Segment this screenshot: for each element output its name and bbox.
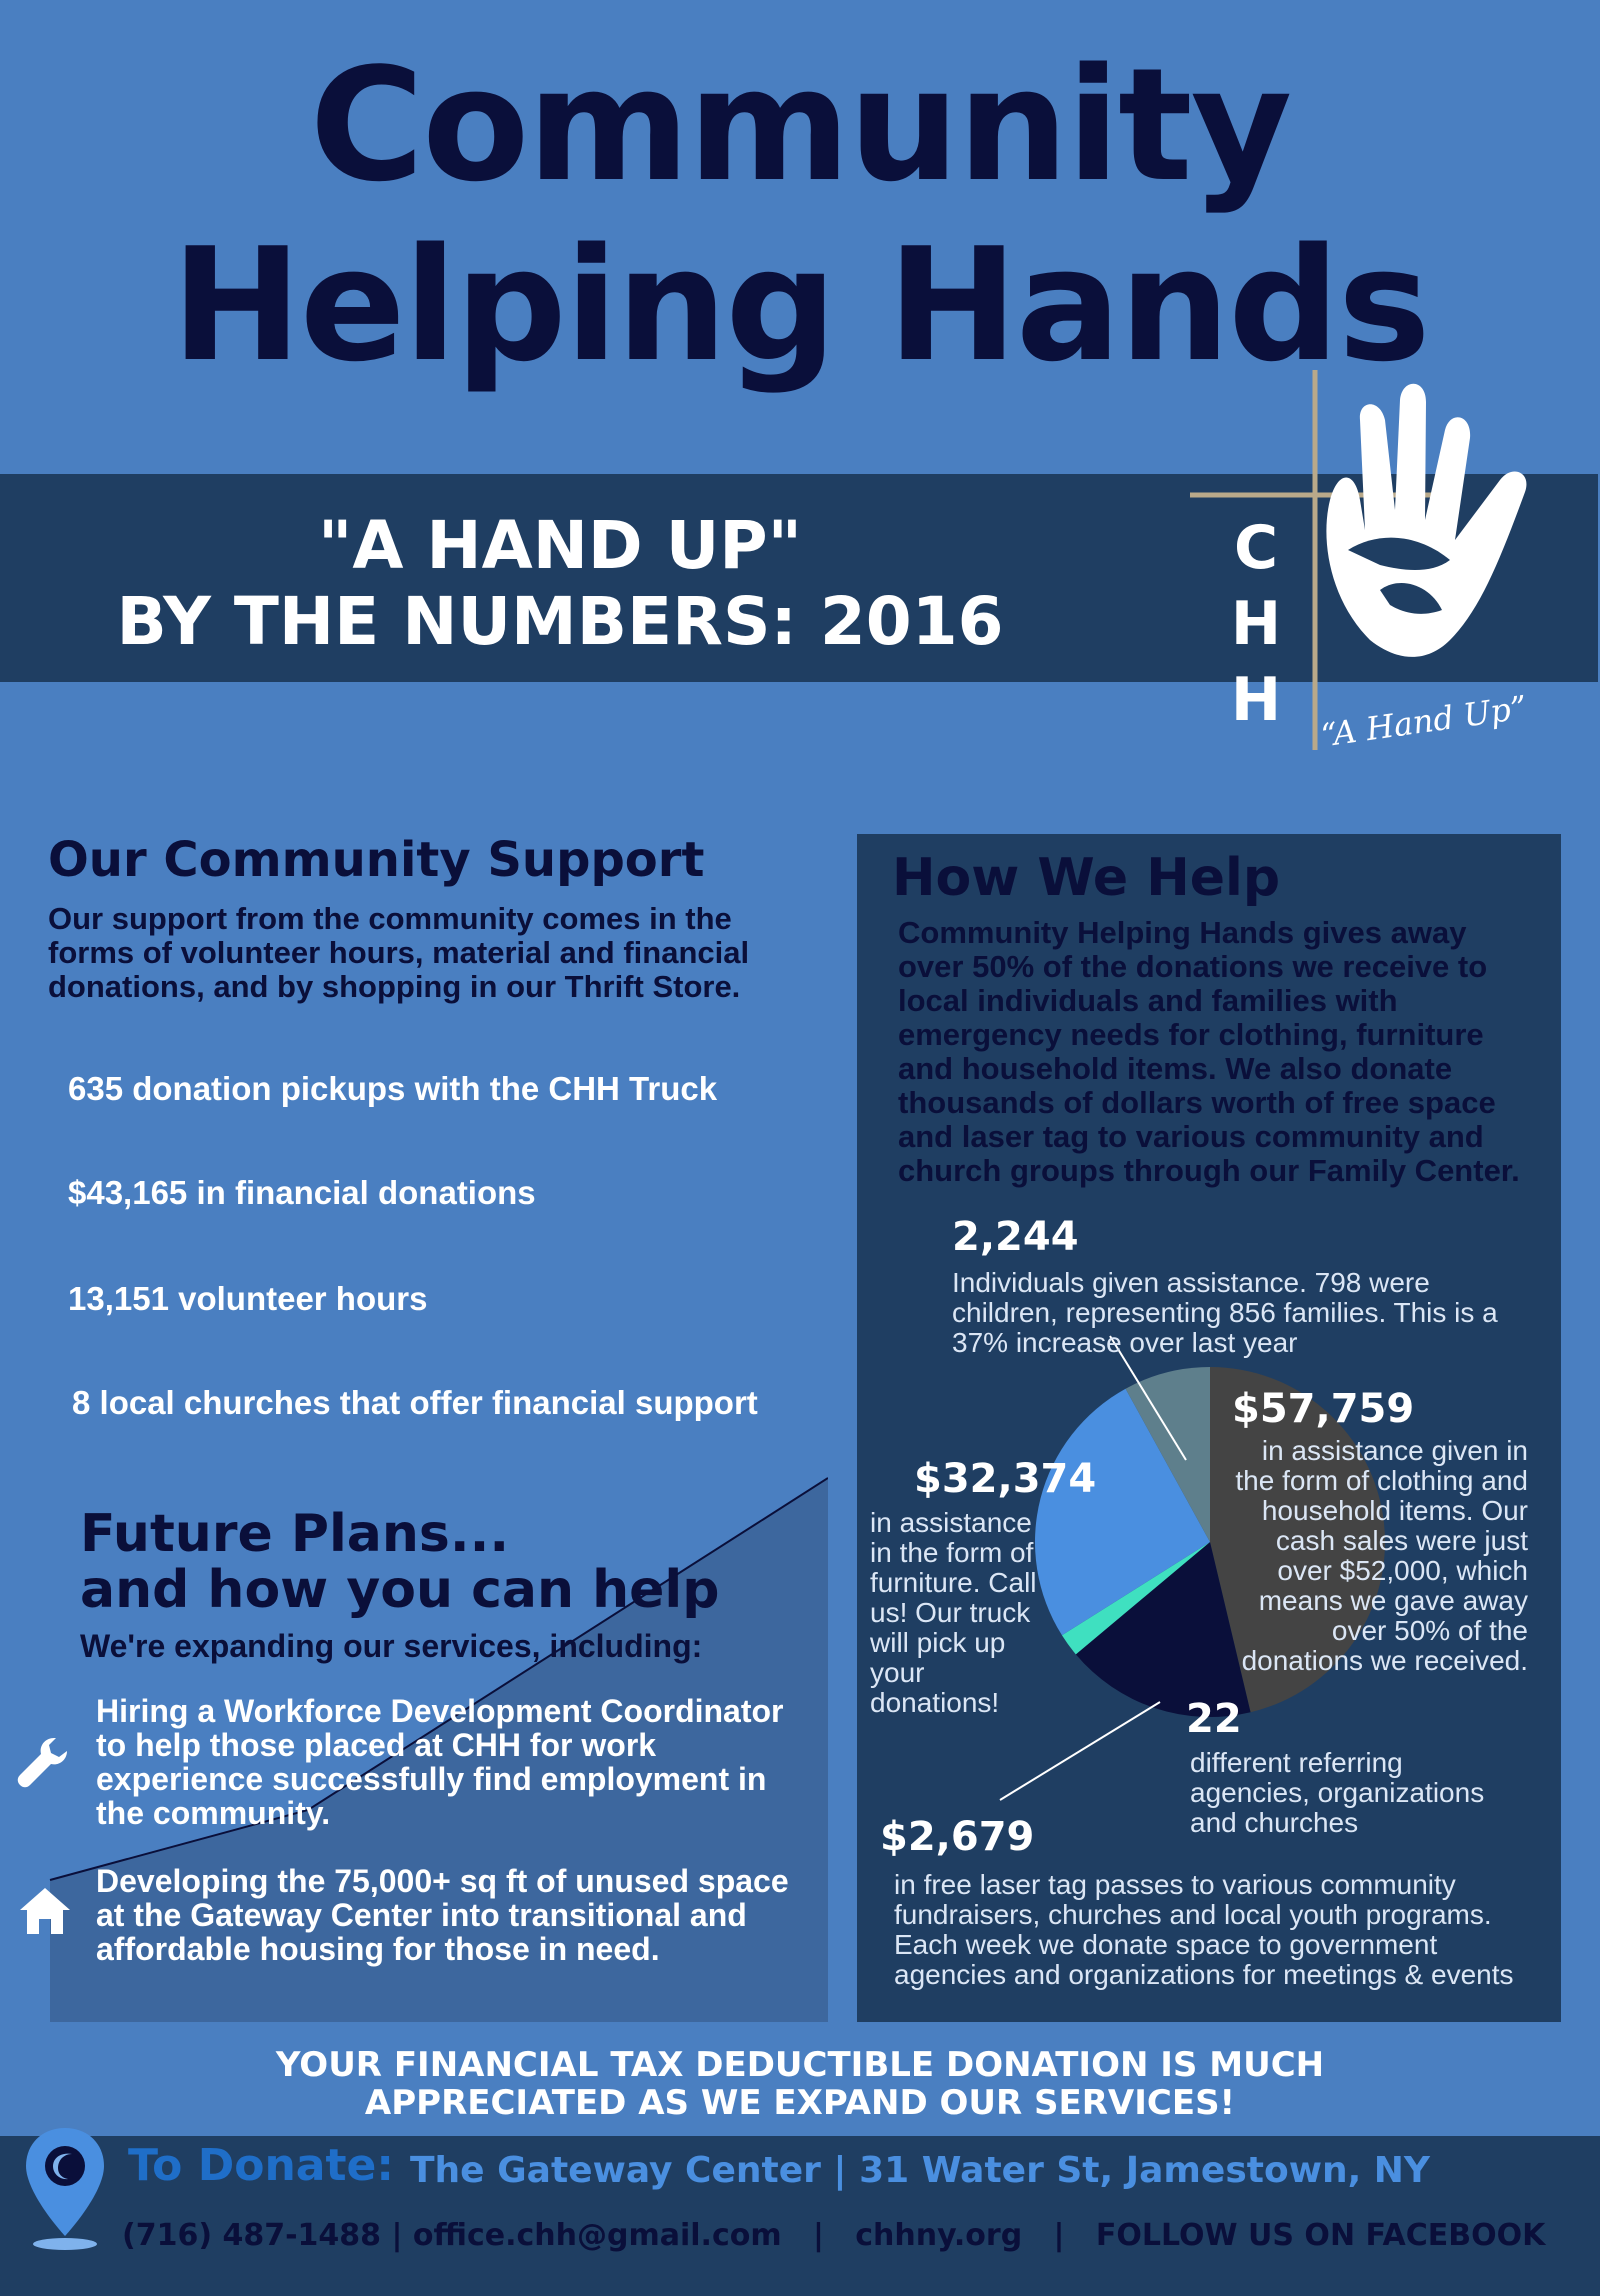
- banner-title: [60, 508, 1060, 660]
- contact-separator: |: [1032, 2218, 1086, 2253]
- donate-address: The Gateway Center | 31 Water St, Jamestown, NY: [410, 2150, 1430, 2191]
- future-plans-heading: [80, 1506, 719, 1618]
- stat-lasertag-text: in free laser tag passes to various community fundraisers, churches and local youth programs. Each week we donate space to government agencies and organizations for meetings & events: [894, 1869, 1514, 1990]
- stat-furniture-text: in assistance in the form of furniture. Call us! Our truck will pick up your donations!: [870, 1507, 1037, 1718]
- contact-facebook[interactable]: FOLLOW US ON FACEBOOK: [1095, 2218, 1546, 2253]
- donate-label: To Donate:: [128, 2140, 394, 2191]
- contact-website[interactable]: chhny.org: [855, 2218, 1023, 2253]
- donation-cta: [0, 2046, 1600, 2122]
- stat-clothing-number: $57,759: [1232, 1386, 1415, 1432]
- wrench-icon: [14, 1734, 70, 1790]
- banner-line-2: BY THE NUMBERS: 2016: [116, 583, 1004, 660]
- stat-bar-label: 8 local churches that offer financial support: [72, 1384, 758, 1421]
- stat-bar-financial: [56, 1156, 578, 1230]
- how-we-help-intro: Community Helping Hands gives away over 50% of the donations we receive to local individuals and families with emergency needs for clothing, furniture and household items. We also donate thousands of dollars worth of free space and laser tag to various community and church groups through our Family Center.: [898, 915, 1520, 1188]
- future-plans-subheading: We're expanding our services, including:: [80, 1628, 703, 1664]
- logo-letter: C: [1233, 513, 1279, 583]
- title-line-1: Community: [309, 34, 1291, 216]
- future-plan-item-1: Hiring a Workforce Development Coordinator to help those placed at CHH for work experience successfully find employment in the community.: [96, 1693, 784, 1831]
- stat-bar-label: $43,165 in financial donations: [68, 1174, 536, 1211]
- future-plan-item-2: Developing the 75,000+ sq ft of unused space at the Gateway Center into transitional and affordable housing for those in need.: [96, 1863, 789, 1967]
- stat-individuals-text: Individuals given assistance. 798 were children, representing 856 families. This is a 37% increase over last year: [952, 1267, 1498, 1358]
- how-we-help-heading: How We Help: [892, 848, 1281, 908]
- contact-row: [122, 2218, 1546, 2253]
- cta-line-1: YOUR FINANCIAL TAX DEDUCTIBLE DONATION IS MUCH: [275, 2045, 1325, 2085]
- logo-tagline: “A Hand Up”: [1318, 687, 1530, 755]
- future-plans-heading-line-2: and how you can help: [80, 1560, 720, 1620]
- stat-lasertag-number: $2,679: [880, 1814, 1035, 1860]
- stat-agencies-text: different referring agencies, organizations and churches: [1190, 1747, 1485, 1838]
- house-icon: [18, 1886, 72, 1936]
- logo-letter: H: [1230, 665, 1282, 735]
- stat-bar-pickups: [56, 1052, 728, 1126]
- contact-email[interactable]: office.chh@gmail.com: [412, 2218, 782, 2253]
- community-support-intro: Our support from the community comes in the forms of volunteer hours, material and financial donations, and by shopping in our Thrift Store.: [48, 901, 750, 1004]
- stat-bar-label: 635 donation pickups with the CHH Truck: [68, 1070, 718, 1107]
- future-plans-heading-line-1: Future Plans...: [80, 1504, 510, 1564]
- logo-letters: [1226, 510, 1286, 738]
- location-pin-icon: [20, 2124, 110, 2252]
- title-line-2: Helping Hands: [171, 214, 1429, 396]
- stat-clothing-text: in assistance given in the form of clothing and household items. Our cash sales were just over $52,000, which means we gave away over 50% of the donations we received.: [1235, 1435, 1528, 1676]
- stat-bar-churches: [56, 1366, 758, 1440]
- contact-separator: |: [792, 2218, 845, 2253]
- stat-furniture-number: $32,374: [914, 1456, 1097, 1502]
- stat-bar-volunteer: [56, 1262, 428, 1336]
- contact-separator: |: [391, 2218, 413, 2253]
- cta-line-2: APPRECIATED AS WE EXPAND OUR SERVICES!: [364, 2083, 1236, 2123]
- contact-phone[interactable]: (716) 487-1488: [122, 2218, 382, 2253]
- stat-individuals-number: 2,244: [952, 1214, 1079, 1260]
- banner-line-1: "A HAND UP": [317, 507, 803, 584]
- logo-letter: H: [1230, 589, 1282, 659]
- stat-bar-label: 13,151 volunteer hours: [68, 1280, 428, 1317]
- stat-agencies-number: 22: [1186, 1696, 1242, 1742]
- community-support-heading: Our Community Support: [48, 832, 705, 888]
